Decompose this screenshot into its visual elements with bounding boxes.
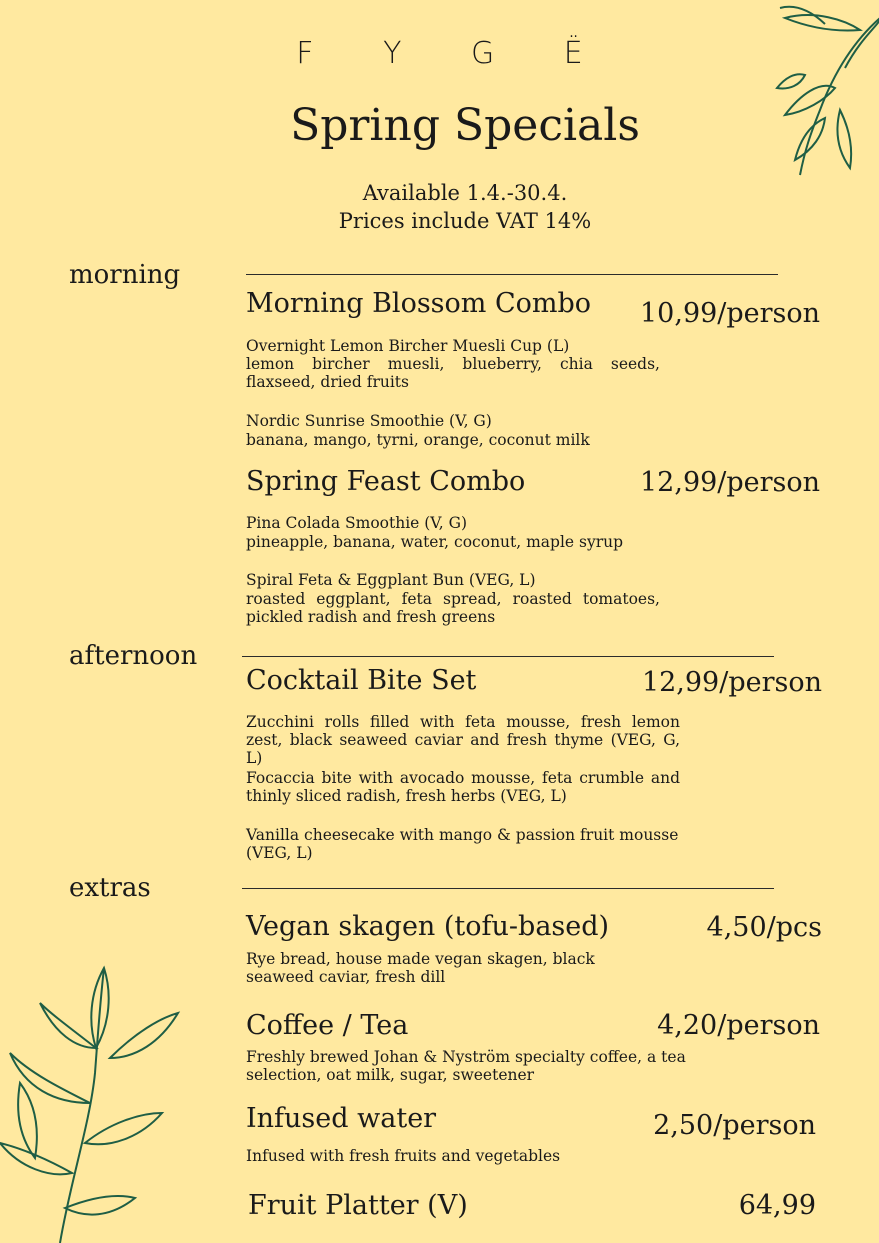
leaf-branch-bottom-icon bbox=[0, 963, 190, 1243]
item-price-spring-feast: 12,99/person bbox=[640, 467, 821, 498]
item-name-cocktail-bite-set: Cocktail Bite Set bbox=[246, 665, 477, 696]
item-component-desc: banana, mango, tyrni, orange, coconut milk bbox=[246, 431, 590, 449]
subtitle-vat: Prices include VAT 14% bbox=[338, 209, 592, 233]
section-extras: extras bbox=[69, 873, 151, 903]
item-component-title: Spiral Feta & Eggplant Bun (VEG, L) bbox=[246, 571, 536, 589]
item-component-desc: Zucchini rolls filled with feta mousse, fresh lemon zest, black seaweed caviar and fresh thyme (VEG, G, L) bbox=[246, 713, 680, 767]
item-price-infused-water: 2,50/person bbox=[653, 1110, 816, 1141]
leaf-branch-top-icon bbox=[765, 0, 879, 180]
item-component-desc: Focaccia bite with avocado mousse, feta crumble and thinly sliced radish, fresh herbs (VEG, L) bbox=[246, 769, 680, 805]
item-name-morning-blossom: Morning Blossom Combo bbox=[246, 288, 592, 319]
item-component-desc: pineapple, banana, water, coconut, maple syrup bbox=[246, 533, 624, 551]
item-price-cocktail-bite-set: 12,99/person bbox=[641, 667, 822, 698]
item-component-desc: lemon bircher muesli, blueberry, chia seeds, flaxseed, dried fruits bbox=[246, 355, 660, 391]
item-component-desc: Infused with fresh fruits and vegetables bbox=[246, 1147, 561, 1165]
item-price-fruit-platter: 64,99 bbox=[738, 1190, 816, 1221]
item-price-coffee-tea: 4,20/person bbox=[657, 1010, 820, 1041]
item-name-infused-water: Infused water bbox=[246, 1103, 437, 1134]
item-name-coffee-tea: Coffee / Tea bbox=[246, 1010, 409, 1041]
page-title: Spring Specials bbox=[290, 100, 640, 151]
item-component-desc: Rye bread, house made vegan skagen, black seaweed caviar, fresh dill bbox=[246, 950, 595, 986]
item-price-vegan-skagen: 4,50/pcs bbox=[706, 912, 822, 943]
section-divider bbox=[242, 888, 774, 889]
section-divider bbox=[246, 274, 778, 275]
item-component-desc: Vanilla cheesecake with mango & passion fruit mousse (VEG, L) bbox=[246, 826, 679, 862]
item-component-title: Nordic Sunrise Smoothie (V, G) bbox=[246, 412, 492, 430]
item-name-spring-feast: Spring Feast Combo bbox=[246, 466, 526, 497]
item-component-title: Pina Colada Smoothie (V, G) bbox=[246, 514, 468, 532]
item-component-desc: roasted eggplant, feta spread, roasted tomatoes, pickled radish and fresh greens bbox=[246, 590, 660, 626]
brand-logo: F Y G Ë bbox=[296, 36, 613, 71]
section-divider bbox=[242, 656, 774, 657]
subtitle-availability: Available 1.4.-30.4. bbox=[362, 181, 568, 205]
item-price-morning-blossom: 10,99/person bbox=[640, 298, 821, 329]
item-component-title: Overnight Lemon Bircher Muesli Cup (L) bbox=[246, 337, 570, 355]
item-component-desc: Freshly brewed Johan & Nyström specialty coffee, a tea selection, oat milk, sugar, sweetener bbox=[246, 1048, 686, 1084]
item-name-fruit-platter: Fruit Platter (V) bbox=[248, 1190, 468, 1221]
item-name-vegan-skagen: Vegan skagen (tofu-based) bbox=[246, 911, 610, 942]
section-afternoon: afternoon bbox=[69, 641, 198, 671]
section-morning: morning bbox=[69, 260, 181, 290]
